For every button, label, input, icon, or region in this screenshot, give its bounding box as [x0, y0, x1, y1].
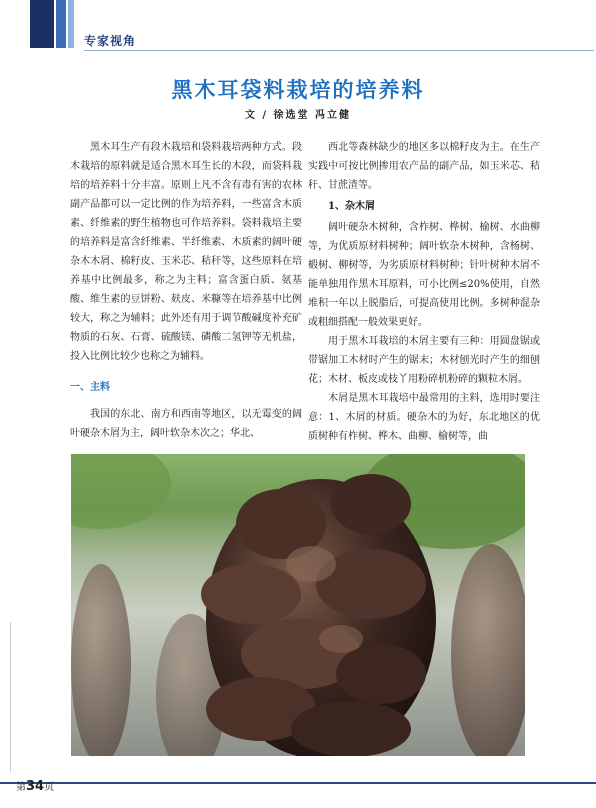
section-label: 专家视角 — [84, 34, 137, 48]
right-paragraph-3: 用于黑木耳栽培的木屑主要有三种：用圆盘锯或带锯加工木材时产生的锯末；木材刨光时产生的细刨花；木材、板皮或枝丫用粉碎机粉碎的颗粒木屑。 — [308, 336, 540, 385]
left-paragraph-2: 我国的东北、南方和西南等地区，以无霉变的阔叶硬杂木屑为主，阔叶软杂木次之；华北、 — [70, 409, 302, 439]
black-fungus-photo — [71, 454, 525, 756]
right-column — [308, 138, 540, 446]
page-number-value: 34 — [26, 779, 45, 794]
section-divider — [84, 50, 594, 51]
page-number — [16, 778, 54, 794]
page-prefix: 第 — [16, 782, 26, 793]
footer-rule — [0, 782, 596, 784]
subheading-sawdust: 1、杂木屑 — [328, 201, 375, 212]
fungus-illustration — [71, 454, 525, 756]
left-paragraph-1: 黑木耳生产有段木栽培和袋料栽培两种方式。段木栽培的原料就是适合黑木耳生长的木段，而袋料栽培的培养料十分丰富。原则上凡不含有毒有害的农林副产品都可以一定比例的作为培养料，一些富含木质素、纤维素的野生植物也可作培养料。袋料栽培主要的培养料是富含纤维素、半纤维素、木质素的阔叶硬杂木木屑、棉籽皮、玉米芯、秸秆等，这些原料在培养基中比例最多，称之为主料；富含蛋白质、氨基酸、维生素的豆饼粉、麸皮、米糠等在培养基中比例较大，称之为辅料；此外还有用于调节酸碱度补充矿物质的石灰、石膏、硫酸镁、磷酸二氢钾等无机盐，投入比例比较少也称之为辅料。 — [70, 142, 302, 362]
article-title: 黑木耳袋料栽培的培养料 — [171, 78, 425, 102]
header-bar-mid — [56, 0, 66, 48]
margin-line — [10, 622, 11, 772]
heading-main-material: 一、主料 — [70, 382, 110, 393]
left-column — [70, 138, 302, 443]
page-suffix: 页 — [44, 782, 55, 793]
header-bar-dark — [30, 0, 54, 48]
header-bar-light — [68, 0, 74, 48]
right-paragraph-4: 木屑是黑木耳栽培中最常用的主料，选用时要注意：1、木屑的材质。硬杂木的为好，东北地区的优质树种有柞树、桦木、曲柳、榆树等，曲 — [308, 393, 540, 442]
right-paragraph-1: 西北等森林缺少的地区多以棉籽皮为主。在生产实践中可按比例掺用农产品的副产品，如玉米芯、秸秆、甘蔗渣等。 — [308, 142, 540, 191]
right-paragraph-2: 阔叶硬杂木树种，含柞树、桦树、榆树、水曲柳等，为优质原材料树种；阔叶软杂木树种，含杨树、椴树、柳树等，为劣质原材料树种；针叶树种木屑不能单独用作黑木耳原料，可小比例≤20%使用，自然堆积一年以上脱脂后，可提高使用比例。多树种混杂或粗细搭配一般效果更好。 — [308, 222, 540, 328]
article-byline: 文 / 徐选堂 冯立健 — [244, 110, 352, 121]
